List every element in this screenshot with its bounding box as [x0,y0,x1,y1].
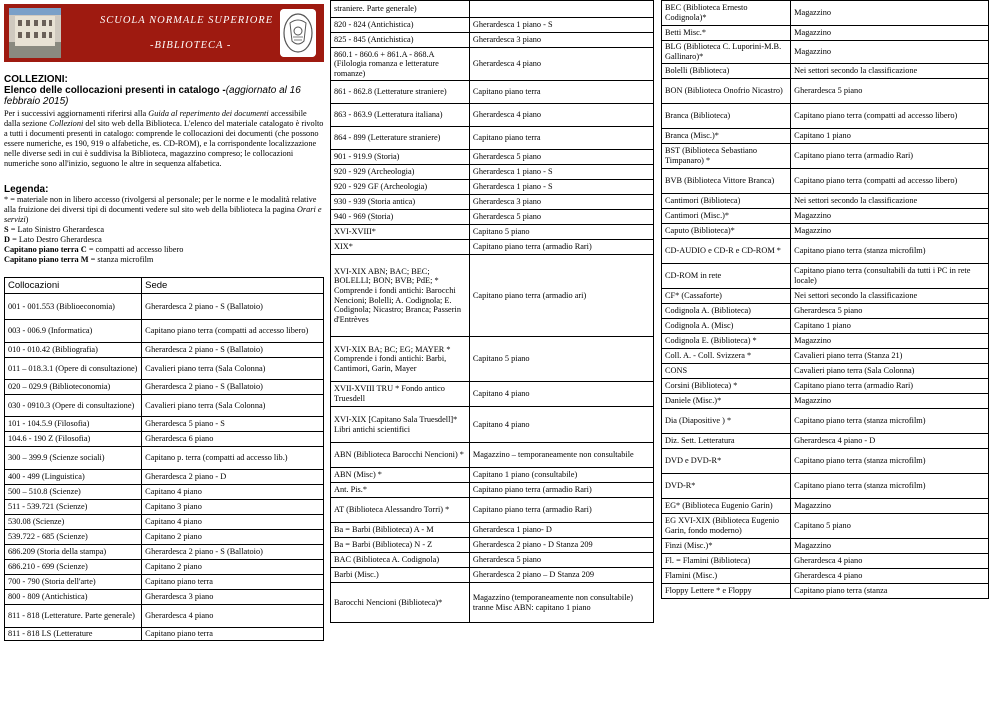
collocation-cell: 686.210 - 699 (Scienze) [5,560,142,575]
collocation-cell: XVI-XVIII* [331,225,470,240]
collocation-cell: Codignola E. (Biblioteca) * [662,334,791,349]
legend-text: = Lato Sinistro Gherardesca [8,224,105,234]
intro-paragraph: Per i successivi aggiornamenti riferirsi alla Guida al reperimento dei documenti accessibile dalla sezione Collezioni del sito web della Biblioteca. L'elenco del materiale catalogato è rivolto a tutti i documenti presenti in catalogo: comprende le collocazioni dei documenti (che possono essere numeriche, es 190, 919 o alfabetiche, es. CD-ROM), e la corrispondente localizzazione nelle diverse sedi in cui è suddivisa la Biblioteca, magazzino compreso; le collocazioni numeriche sono all'inizio, seguono le altre in sequenza alfabetica. [4,109,324,169]
institution-title: SCUOLA NORMALE SUPERIORE [100,15,274,26]
collocation-cell: Flamini (Misc.) [662,569,791,584]
collocation-cell: 811 - 818 (Letterature. Parte generale) [5,605,142,628]
table-left-wrap [4,277,324,641]
location-cell: Gherardesca 4 piano [469,48,653,81]
location-cell: Cavalieri piano terra (Stanza 21) [791,349,989,364]
table-row [662,514,989,539]
location-cell: Capitano 4 piano [142,485,324,500]
location-cell: Magazzino [791,26,989,41]
location-cell: Capitano 1 piano (consultabile) [469,468,653,483]
legend-key: S [4,224,9,234]
table-row [331,337,654,382]
legend-heading: Legenda: [4,183,49,195]
collocation-cell: 400 - 499 (Linguistica) [5,470,142,485]
table-row [662,169,989,194]
location-cell: Capitano 4 piano [469,382,653,407]
table-row [5,432,324,447]
collocation-cell: Fl. = Flamini (Biblioteca) [662,554,791,569]
collocation-cell: CD-ROM in rete [662,264,791,289]
collocation-cell: 686.209 (Storia della stampa) [5,545,142,560]
table-row [5,447,324,470]
collocation-cell: XVI-XIX BA; BC; EG; MAYER * Comprende i fondi antichi: Barbi, Cantimori, Garin, Mayer [331,337,470,382]
collocation-cell: 700 - 790 (Storia dell'arte) [5,575,142,590]
column-left [4,0,324,641]
collocation-cell: 800 - 809 (Antichistica) [5,590,142,605]
collocation-cell: Betti Misc.* [662,26,791,41]
legend-key: Capitano piano terra M [4,255,89,265]
table-row [331,523,654,538]
collocation-cell: 940 - 969 (Storia) [331,210,470,225]
collocation-cell: Diz. Sett. Letteratura [662,434,791,449]
table-row [5,417,324,432]
location-cell: Capitano piano terra [142,575,324,590]
location-cell: Gherardesca 5 piano [791,79,989,104]
table-row [331,1,654,18]
location-cell: Gherardesca 3 piano [142,590,324,605]
location-cell: Cavalieri piano terra (Sala Colonna) [791,364,989,379]
location-cell: Nei settori secondo la classificazione [791,289,989,304]
collocation-cell: Barbi (Misc.) [331,568,470,583]
collocation-cell: 864 - 899 (Letterature straniere) [331,127,470,150]
location-cell: Gherardesca 4 piano - D [791,434,989,449]
header-banner [4,4,324,62]
column-middle [330,0,654,623]
table-row [662,319,989,334]
collocation-cell: 101 - 104.5.9 (Filosofia) [5,417,142,432]
collocation-cell: BON (Biblioteca Onofrio Nicastro) [662,79,791,104]
table-row [662,449,989,474]
table-row [331,104,654,127]
location-cell: Magazzino [791,41,989,64]
collocation-cell: Codignola A. (Biblioteca) [662,304,791,319]
collocation-cell: Ba = Barbi (Biblioteca) N - Z [331,538,470,553]
collocation-cell: ABN (Misc) * [331,468,470,483]
collocation-cell: 901 - 919.9 (Storia) [331,150,470,165]
location-cell: Magazzino – temporaneamente non consultabile [469,443,653,468]
table-row [662,304,989,319]
collocation-cell: BEC (Biblioteca Ernesto Codignola)* [662,1,791,26]
table-row [662,349,989,364]
collocations-table-left [4,277,324,641]
location-cell: Gherardesca 5 piano [469,150,653,165]
collocation-cell: 500 – 510.8 (Scienze) [5,485,142,500]
legend-item [4,245,324,255]
collocation-cell: XVI-XIX [Capitano Sala Truesdell]* Libri antichi scientifici [331,407,470,443]
table-row [5,470,324,485]
collocation-cell: 300 – 399.9 (Scienze sociali) [5,447,142,470]
table-row [5,320,324,343]
table-row [331,538,654,553]
location-cell: Capitano piano terra (stanza microfilm) [791,239,989,264]
university-seal-icon [280,9,316,57]
table-row [331,443,654,468]
table-row [5,515,324,530]
collocation-cell: 920 - 929 GF (Archeologia) [331,180,470,195]
collocation-cell: XIX* [331,240,470,255]
legend-items [4,225,324,265]
table-row [331,150,654,165]
collocation-cell: straniere. Parte generale) [331,1,470,18]
table-row [5,294,324,320]
location-cell: Magazzino [791,394,989,409]
collocation-cell: CF* (Cassaforte) [662,289,791,304]
location-cell: Cavalieri piano terra (Sala Colonna) [142,358,324,380]
location-cell: Gherardesca 1 piano - S [469,180,653,195]
table-row [331,553,654,568]
location-cell: Gherardesca 1 piano - S [469,165,653,180]
collocation-cell: CONS [662,364,791,379]
location-cell: Gherardesca 2 piano - D Stanza 209 [469,538,653,553]
legend-item [4,255,324,265]
collocation-cell: Finzi (Misc.)* [662,539,791,554]
table-row [662,1,989,26]
collocation-cell: ABN (Biblioteca Barocchi Nencioni) * [331,443,470,468]
collocation-cell: XVII-XVIII TRU * Fondo antico Truesdell [331,382,470,407]
collocation-cell: Dia (Diapositive ) * [662,409,791,434]
location-cell: Gherardesca 4 piano [791,569,989,584]
collocation-cell: XVI-XIX ABN; BAC; BEC; BOLELLI; BON; BVB; PdE; * Comprende i fondi antichi: Barocchi Nencioni; Bolelli; A. Codignola; E. Codignola; Nicastro; Branca; Passerin d'Entrèves [331,255,470,337]
collocation-cell: 030 - 0910.3 (Opere di consultazione) [5,395,142,417]
collocation-cell: Floppy Lettere * e Floppy [662,584,791,599]
table-row [5,530,324,545]
table-row [5,485,324,500]
collocation-cell: 860.1 - 860.6 + 861.A - 868.A (Filologia romanza e letterature romanze) [331,48,470,81]
location-cell: Gherardesca 4 piano [469,104,653,127]
table-row [5,380,324,395]
collocation-cell: DVD-R* [662,474,791,499]
collections-heading: COLLEZIONI: [4,74,68,85]
legend-key: D [4,234,10,244]
location-cell: Magazzino [791,499,989,514]
location-cell: Capitano piano terra (consultabili da tutti i PC in rete locale) [791,264,989,289]
location-cell: Gherardesca 2 piano - S (Ballatoio) [142,545,324,560]
location-cell: Capitano 4 piano [142,515,324,530]
collocation-cell: Branca (Misc.)* [662,129,791,144]
table-row [662,104,989,129]
institution-subtitle: -BIBLIOTECA - [150,40,232,51]
location-cell: Magazzino [791,334,989,349]
location-cell: Capitano piano terra (compatti ad accesso libero) [142,320,324,343]
collocation-cell: EG XVI-XIX (Biblioteca Eugenio Garin, fondo moderno) [662,514,791,539]
location-cell: Magazzino [791,224,989,239]
location-cell: Gherardesca 4 piano [142,605,324,628]
guide-link[interactable]: Guida al reperimento dei documenti [148,109,269,118]
collocation-cell: AT (Biblioteca Alessandro Torri) * [331,498,470,523]
table-row [662,379,989,394]
table-row [662,474,989,499]
collocation-cell: Bolelli (Biblioteca) [662,64,791,79]
table-row [331,195,654,210]
collocation-cell: Daniele (Misc.)* [662,394,791,409]
table-row [662,569,989,584]
location-cell: Capitano 5 piano [469,225,653,240]
location-cell: Capitano 2 piano [142,530,324,545]
location-cell: Magazzino [791,539,989,554]
catalog-title: Elenco delle collocazioni presenti in catalogo -(aggiornato al 16 febbraio 2015) [4,85,301,107]
legend-text: = Lato Destro Gherardesca [10,234,102,244]
location-cell: Capitano 1 piano [791,319,989,334]
location-cell: Gherardesca 6 piano [142,432,324,447]
table-row [662,64,989,79]
collocation-cell: 920 - 929 (Archeologia) [331,165,470,180]
table-row [662,41,989,64]
table-row [662,434,989,449]
collocation-cell: 863 - 863.9 (Letteratura italiana) [331,104,470,127]
location-cell: Capitano piano terra (compatti ad accesso libero) [791,104,989,129]
location-cell: Magazzino (temporaneamente non consultabile) tranne Misc ABN: capitano 1 piano [469,583,653,623]
collections-link[interactable]: Collezioni [49,119,84,129]
collocation-cell: 003 - 006.9 (Informatica) [5,320,142,343]
collocation-cell: 011 – 018.3.1 (Opere di consultazione) [5,358,142,380]
table-row [662,499,989,514]
collocation-cell: 820 - 824 (Antichistica) [331,18,470,33]
table-row [331,483,654,498]
table-row [5,500,324,515]
collocation-cell: CD-AUDIO e CD-R e CD-ROM * [662,239,791,264]
location-cell: Capitano piano terra (armadio Rari) [791,144,989,169]
location-cell: Gherardesca 5 piano - S [142,417,324,432]
location-cell: Gherardesca 5 piano [469,210,653,225]
location-cell: Capitano piano terra (stanza microfilm) [791,449,989,474]
legend-section [4,184,324,266]
table-row [662,26,989,41]
table-row [662,364,989,379]
table-row [662,539,989,554]
location-cell: Capitano piano terra (stanza microfilm) [791,474,989,499]
location-cell: Capitano 2 piano [142,560,324,575]
table-row [331,165,654,180]
table-row [331,255,654,337]
table-row [5,545,324,560]
table-row [5,560,324,575]
table-row [331,468,654,483]
legend-key: Capitano piano terra C [4,245,87,255]
collocation-cell: Cantimori (Misc.)* [662,209,791,224]
table-row [331,225,654,240]
table-row [5,575,324,590]
collocation-cell: 511 - 539.721 (Scienze) [5,500,142,515]
legend-item [4,225,324,235]
table-row [662,129,989,144]
location-cell: Capitano piano terra (armadio Rari) [469,240,653,255]
location-cell: Gherardesca 5 piano [791,304,989,319]
location-cell: Capitano 4 piano [469,407,653,443]
table-row [662,409,989,434]
intro-section [4,74,324,170]
table-row [331,180,654,195]
location-cell: Gherardesca 1 piano- D [469,523,653,538]
location-cell: Capitano piano terra (armadio Rari) [791,379,989,394]
table-row [5,358,324,380]
collocation-cell: Codignola A. (Misc) [662,319,791,334]
collocation-cell: 010 - 010.42 (Bibliografia) [5,343,142,358]
table-row [331,240,654,255]
legend-item [4,235,324,245]
collocations-table-middle [330,0,654,623]
collocation-cell: 539.722 - 685 (Scienze) [5,530,142,545]
location-cell: Capitano piano terra (stanza microfilm) [791,409,989,434]
location-cell [469,1,653,18]
collocation-cell: Caputo (Biblioteca)* [662,224,791,239]
table-row [662,554,989,569]
collocation-cell: 104.6 - 190 Z (Filosofia) [5,432,142,447]
location-cell: Gherardesca 2 piano - S (Ballatoio) [142,343,324,358]
location-cell: Gherardesca 5 piano [469,553,653,568]
location-cell: Gherardesca 1 piano - S [469,18,653,33]
location-cell: Gherardesca 4 piano [791,554,989,569]
location-cell: Capitano piano terra [469,127,653,150]
collocation-cell: 530.08 (Scienze) [5,515,142,530]
location-cell: Gherardesca 2 piano - S (Ballatoio) [142,380,324,395]
location-cell: Gherardesca 2 piano - D [142,470,324,485]
legend-text: = stanza microfilm [88,255,154,265]
table-row [5,343,324,358]
table-row [662,209,989,224]
location-cell: Capitano piano terra [469,81,653,104]
collocation-cell: 001 - 001.553 (Biblioeconomia) [5,294,142,320]
table-row [331,127,654,150]
collocation-cell: BST (Biblioteca Sebastiano Timpanaro) * [662,144,791,169]
collocation-cell: Ba = Barbi (Biblioteca) A - M [331,523,470,538]
table-row [331,33,654,48]
table-row [331,382,654,407]
table-row [331,18,654,33]
location-cell: Gherardesca 2 piano – D Stanza 209 [469,568,653,583]
location-cell: Capitano piano terra (stanza [791,584,989,599]
table-row [662,194,989,209]
collocation-cell: Coll. A. - Coll. Svizzera * [662,349,791,364]
location-cell: Capitano 3 piano [142,500,324,515]
table-row [662,584,989,599]
collocation-cell: DVD e DVD-R* [662,449,791,474]
collocation-cell: 861 - 862.8 (Letterature straniere) [331,81,470,104]
collocation-cell: Barocchi Nencioni (Biblioteca)* [331,583,470,623]
collocation-cell: 930 - 939 (Storia antica) [331,195,470,210]
collocation-cell: BAC (Biblioteca A. Codignola) [331,553,470,568]
table-row [662,239,989,264]
location-cell: Gherardesca 2 piano - S (Ballatoio) [142,294,324,320]
table-row [662,224,989,239]
collocation-cell: Cantimori (Biblioteca) [662,194,791,209]
location-cell: Capitano 5 piano [791,514,989,539]
table-row [662,394,989,409]
location-cell: Capitano piano terra (armadio Rari) [469,483,653,498]
table-row [331,583,654,623]
table-row [5,605,324,628]
location-cell: Magazzino [791,1,989,26]
collocation-cell: 811 - 818 LS (Letterature [5,628,142,641]
location-cell: Capitano piano terra (compatti ad accesso libero) [791,169,989,194]
location-cell: Capitano p. terra (compatti ad accesso lib.) [142,447,324,470]
library-building-icon [9,8,61,58]
table-row [5,395,324,417]
table-row [331,498,654,523]
location-cell: Capitano 1 piano [791,129,989,144]
location-cell: Gherardesca 3 piano [469,33,653,48]
location-cell: Capitano 5 piano [469,337,653,382]
header-collocations: Collocazioni [5,278,142,294]
legend-text: = compatti ad accesso libero [86,245,184,255]
table-row [331,568,654,583]
legend-note: * = materiale non in libero accesso (rivolgersi al personale; per le norme e le modalità relative alla fruizione dei diversi tipi di documenti vedere sul sito web della biblioteca la pagina Orari e servizi) [4,194,322,224]
table-row [662,334,989,349]
collocation-cell: Branca (Biblioteca) [662,104,791,129]
column-right [661,0,989,599]
table-row [331,81,654,104]
collocation-cell: EG* (Biblioteca Eugenio Garin) [662,499,791,514]
table-row [331,48,654,81]
location-cell: Cavalieri piano terra (Sala Colonna) [142,395,324,417]
table-row [662,79,989,104]
location-cell: Capitano piano terra [142,628,324,641]
location-cell: Capitano piano terra (armadio Rari) [469,498,653,523]
location-cell: Magazzino [791,209,989,224]
header-location: Sede [142,278,324,294]
location-cell: Nei settori secondo la classificazione [791,194,989,209]
hours-services-link[interactable]: Orari e servizi [4,204,322,224]
collocation-cell: Corsini (Biblioteca) * [662,379,791,394]
collocations-table-right [661,0,989,599]
table-row [331,210,654,225]
collocation-cell: BLG (Biblioteca C. Luporini-M.B. Gallinaro)* [662,41,791,64]
collocation-cell: BVB (Biblioteca Vittore Branca) [662,169,791,194]
location-cell: Nei settori secondo la classificazione [791,64,989,79]
table-row [5,590,324,605]
table-row [662,289,989,304]
table-row [5,628,324,641]
collocation-cell: Ant. Pis.* [331,483,470,498]
table-row [662,144,989,169]
table-row [331,407,654,443]
location-cell: Capitano piano terra (armadio ari) [469,255,653,337]
location-cell: Gherardesca 3 piano [469,195,653,210]
collocation-cell: 020 – 029.9 (Biblioteconomia) [5,380,142,395]
table-row [662,264,989,289]
collocation-cell: 825 - 845 (Antichistica) [331,33,470,48]
